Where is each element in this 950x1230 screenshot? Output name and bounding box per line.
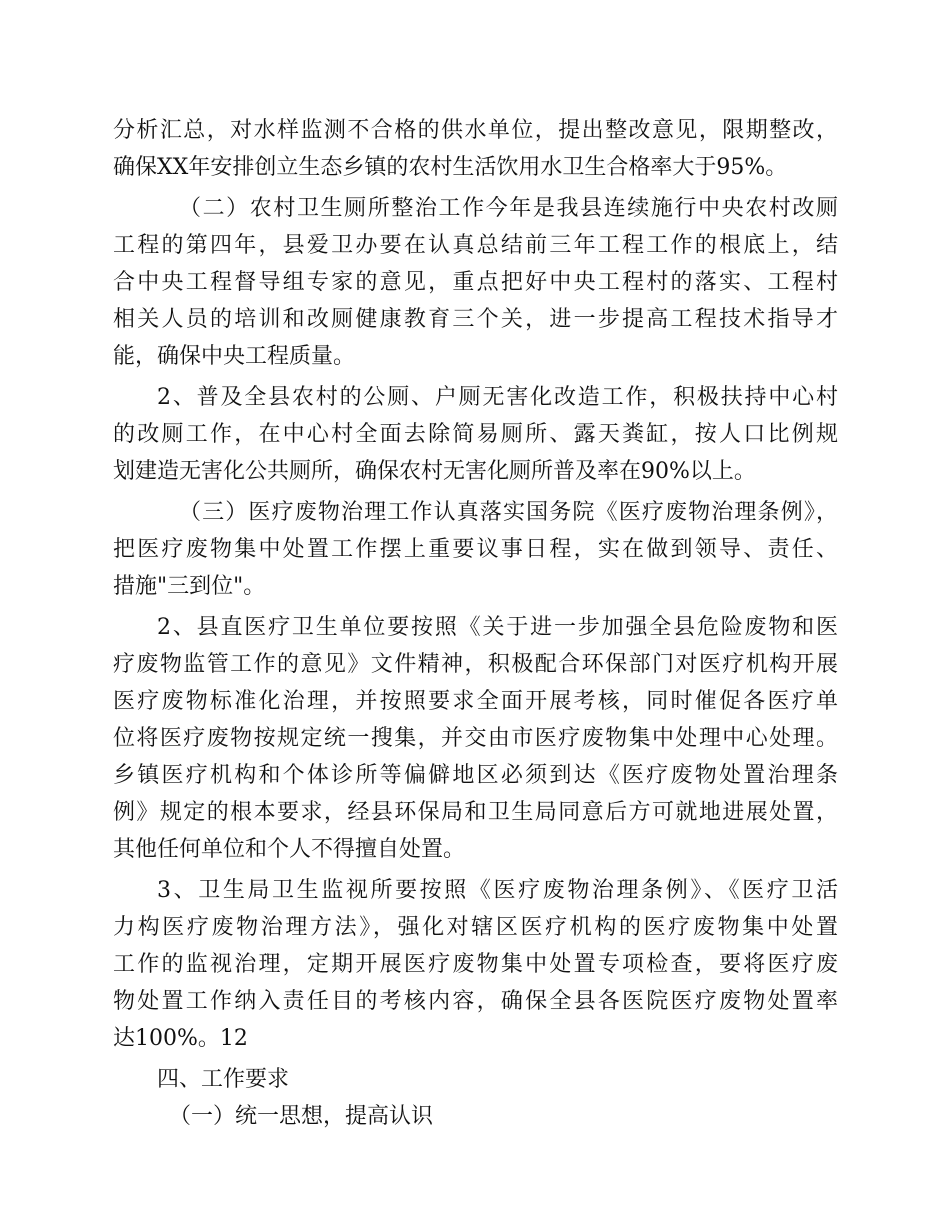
text-line: 确保XX年安排创立生态乡镇的农村生活饮用水卫生合格率大于95%。 xyxy=(113,155,788,180)
text-line: 疗废物监管工作的意见》文件精神，积极配合环保部门对医疗机构开展 xyxy=(113,652,838,677)
text-line: 工程的第四年，县爱卫办要在认真总结前三年工程工作的根底上，结 xyxy=(113,233,838,258)
text-line: 物处置工作纳入责任目的考核内容，确保全县各医院医疗废物处置率 xyxy=(113,989,838,1014)
text-line: 分析汇总，对水样监测不合格的供水单位，提出整改意见，限期整改， xyxy=(113,118,838,143)
text-line: 2、县直医疗卫生单位要按照《关于进一步加强全县危险废物和医 xyxy=(157,615,838,640)
document-body xyxy=(113,112,838,1135)
paragraph-heading-line: （三）医疗废物治理工作认真落实国务院《医疗废物治理条例》， xyxy=(179,500,838,525)
text-line: 工作的监视治理，定期开展医疗废物集中处置专项检查，要将医疗废 xyxy=(113,952,838,977)
text-line: 相关人员的培训和改厕健康教育三个关，进一步提高工程技术指导才 xyxy=(113,307,838,332)
text-line: 乡镇医疗机构和个体诊所等偏僻地区必须到达《医疗废物处置治理条 xyxy=(113,763,838,788)
text-line: 2、普及全县农村的公厕、户厕无害化改造工作，积极扶持中心村 xyxy=(157,385,838,410)
text-line: 例》规定的根本要求，经县环保局和卫生局同意后方可就地进展处置， xyxy=(113,800,838,825)
text-line: 合中央工程督导组专家的意见，重点把好中央工程村的落实、工程村 xyxy=(113,270,838,295)
text-line: 的改厕工作，在中心村全面去除简易厕所、露天粪缸，按人口比例规 xyxy=(113,422,838,447)
section-heading: 四、工作要求 xyxy=(157,1067,290,1092)
text-line: 医疗废物标准化治理，并按照要求全面开展考核，同时催促各医疗单 xyxy=(113,689,838,714)
text-line: 其他任何单位和个人不得擅自处置。 xyxy=(113,837,466,862)
text-line: 措施"三到位"。 xyxy=(113,574,266,599)
text-line: 位将医疗废物按规定统一搜集，并交由市医疗废物集中处理中心处理。 xyxy=(113,726,838,751)
subsection-heading: （一）统一思想，提高认识 xyxy=(169,1104,434,1129)
paragraph-heading-line: （二）农村卫生厕所整治工作今年是我县连续施行中央农村改厕 xyxy=(179,196,838,221)
text-line: 把医疗废物集中处置工作摆上重要议事日程，实在做到领导、责任、 xyxy=(113,537,838,562)
text-line: 能，确保中央工程质量。 xyxy=(113,344,356,369)
text-line: 力构医疗废物治理方法》，强化对辖区医疗机构的医疗废物集中处置 xyxy=(113,915,838,940)
text-line: 3、卫生局卫生监视所要按照《医疗废物治理条例》、《医疗卫活 xyxy=(157,878,838,903)
text-line: 划建造无害化公共厕所，确保农村无害化厕所普及率在90%以上。 xyxy=(113,459,756,484)
text-line: 达100%。12 xyxy=(113,1026,248,1051)
